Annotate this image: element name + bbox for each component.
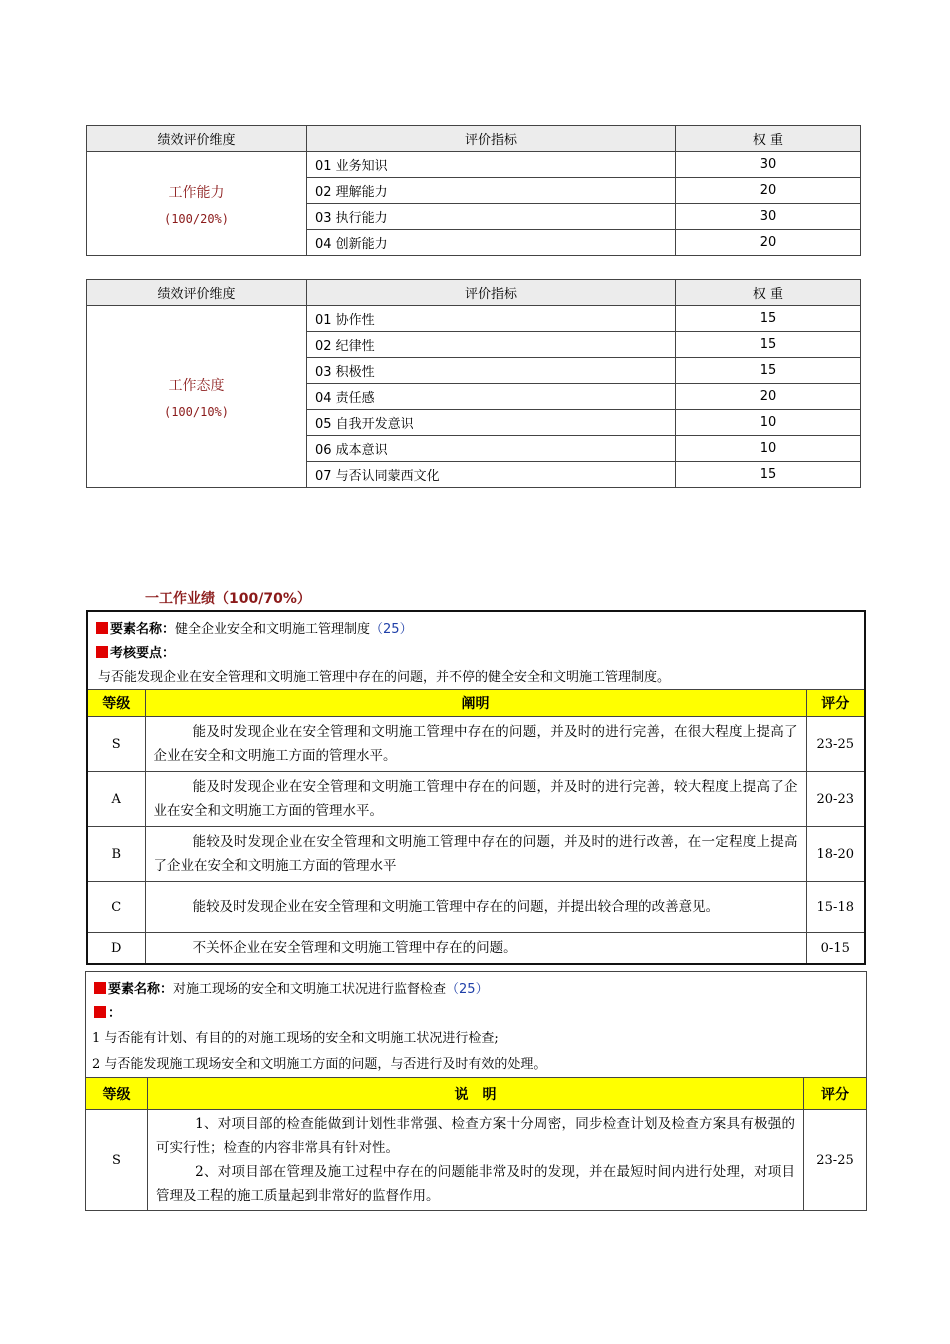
description-cell: 能较及时发现企业在安全管理和文明施工管理中存在的问题，并及时的进行改善，在一定程度上提高了企业在安全和文明施工方面的管理水平 [145,827,806,882]
weight-cell: 10 [676,436,861,462]
element-label: 要素名称： [110,621,176,637]
level-cell: S [86,1110,148,1211]
description-cell: 能及时发现企业在安全管理和文明施工管理中存在的问题，并及时的进行完善，在很大程度上提高了企业在安全和文明施工方面的管理水平。 [145,717,806,772]
table-header-row [87,690,865,717]
header-weight: 权 重 [676,126,861,152]
point-text: 1 与否能有计划、有目的的对施工现场的安全和文明施工状况进行检查; [86,1023,867,1049]
dimension-percent: (100/10%) [163,404,230,419]
header-description: 阐明 [145,690,806,717]
table-row [87,933,865,965]
table-row [86,1110,867,1211]
header-score: 评分 [806,690,865,717]
indicator-cell: 02 纪律性 [307,332,676,358]
header-indicator: 评价指标 [307,126,676,152]
indicator-cell: 03 积极性 [307,358,676,384]
description-cell: 能较及时发现企业在安全管理和文明施工管理中存在的问题，并提出较合理的改善意见。 [145,882,806,933]
red-square-icon [96,622,108,634]
points-label: ： [108,1005,122,1021]
red-square-icon [94,1006,106,1018]
indicator-table-work-attitude [86,279,861,488]
table-header-row [87,280,861,306]
points-label-line [86,999,867,1023]
indicator-table-work-ability [86,125,861,256]
score-cell: 18-20 [806,827,865,882]
weight-cell: 20 [676,178,861,204]
indicator-cell: 01 业务知识 [307,152,676,178]
score-cell: 20-23 [806,772,865,827]
indicator-cell: 06 成本意识 [307,436,676,462]
element-name: 对施工现场的安全和文明施工状况进行监督检查 [173,981,447,997]
header-score: 评分 [804,1078,867,1110]
indicator-cell: 02 理解能力 [307,178,676,204]
score-cell: 23-25 [806,717,865,772]
dimension-name: 工作能力 [168,184,225,201]
element-label: 要素名称： [108,981,174,997]
table-row [87,827,865,882]
assessment-block-1 [86,610,866,965]
level-cell: A [87,772,145,827]
level-cell: C [87,882,145,933]
dimension-cell [87,306,307,488]
point-text: 与否能发现企业在安全管理和文明施工管理中存在的问题，并不停的健全安全和文明施工管理制度。 [87,663,865,690]
weight-cell: 15 [676,332,861,358]
weight-cell: 20 [676,230,861,256]
weight-cell: 30 [676,152,861,178]
indicator-cell: 03 执行能力 [307,204,676,230]
indicator-cell: 04 责任感 [307,384,676,410]
description-cell: 能及时发现企业在安全管理和文明施工管理中存在的问题，并及时的进行完善，较大程度上提高了企业在安全和文明施工方面的管理水平。 [145,772,806,827]
table-row [87,882,865,933]
header-level: 等级 [86,1078,148,1110]
element-score: （25） [446,981,489,997]
points-label-row [86,999,867,1023]
weight-cell: 15 [676,306,861,332]
points-label-row [87,639,865,663]
section-title: 一工作业绩（100/70%） [145,591,311,607]
header-dimension: 绩效评价维度 [87,280,307,306]
assessment-block-2 [85,971,867,1211]
header-weight: 权 重 [676,280,861,306]
score-cell: 15-18 [806,882,865,933]
element-name-line [87,611,865,639]
header-level: 等级 [87,690,145,717]
header-description: 说 明 [148,1078,804,1110]
description-paragraph-2: 2、对项目部在管理及施工过程中存在的问题能非常及时的发现，并在最短时间内进行处理，对项目管理及工程的施工质量起到非常好的监督作用。 [156,1164,795,1204]
table-row [87,306,861,332]
element-name-row [86,972,867,1000]
element-name: 健全企业安全和文明施工管理制度 [175,621,371,637]
indicator-cell: 01 协作性 [307,306,676,332]
table-row [87,717,865,772]
level-cell: B [87,827,145,882]
points-label: 考核要点： [110,645,176,661]
table-row [87,772,865,827]
indicator-cell: 07 与否认同蒙西文化 [307,462,676,488]
weight-cell: 10 [676,410,861,436]
dimension-cell [87,152,307,256]
score-cell: 0-15 [806,933,865,965]
indicator-cell: 05 自我开发意识 [307,410,676,436]
element-score: （25） [370,621,413,637]
weight-cell: 20 [676,384,861,410]
header-dimension: 绩效评价维度 [87,126,307,152]
points-row [86,1049,867,1078]
level-cell: D [87,933,145,965]
header-indicator: 评价指标 [307,280,676,306]
points-row [87,663,865,690]
description-cell: 不关怀企业在安全管理和文明施工管理中存在的问题。 [145,933,806,965]
weight-cell: 15 [676,462,861,488]
points-row [86,1023,867,1049]
description-paragraph-1: 1、对项目部的检查能做到计划性非常强、检查方案十分周密，同步检查计划及检查方案具有极强的可实行性；检查的内容非常具有针对性。 [156,1116,795,1156]
red-square-icon [96,646,108,658]
point-text: 2 与否能发现施工现场安全和文明施工方面的问题，与否进行及时有效的处理。 [86,1049,867,1078]
points-label-line [87,639,865,663]
element-name-line [86,972,867,1000]
description-cell [148,1110,804,1211]
dimension-percent: (100/20%) [163,211,230,226]
level-cell: S [87,717,145,772]
red-square-icon [94,982,106,994]
weight-cell: 15 [676,358,861,384]
table-row [87,152,861,178]
table-header-row [86,1078,867,1110]
dimension-name: 工作态度 [168,377,225,394]
score-cell: 23-25 [804,1110,867,1211]
element-name-row [87,611,865,639]
indicator-cell: 04 创新能力 [307,230,676,256]
weight-cell: 30 [676,204,861,230]
table-header-row [87,126,861,152]
